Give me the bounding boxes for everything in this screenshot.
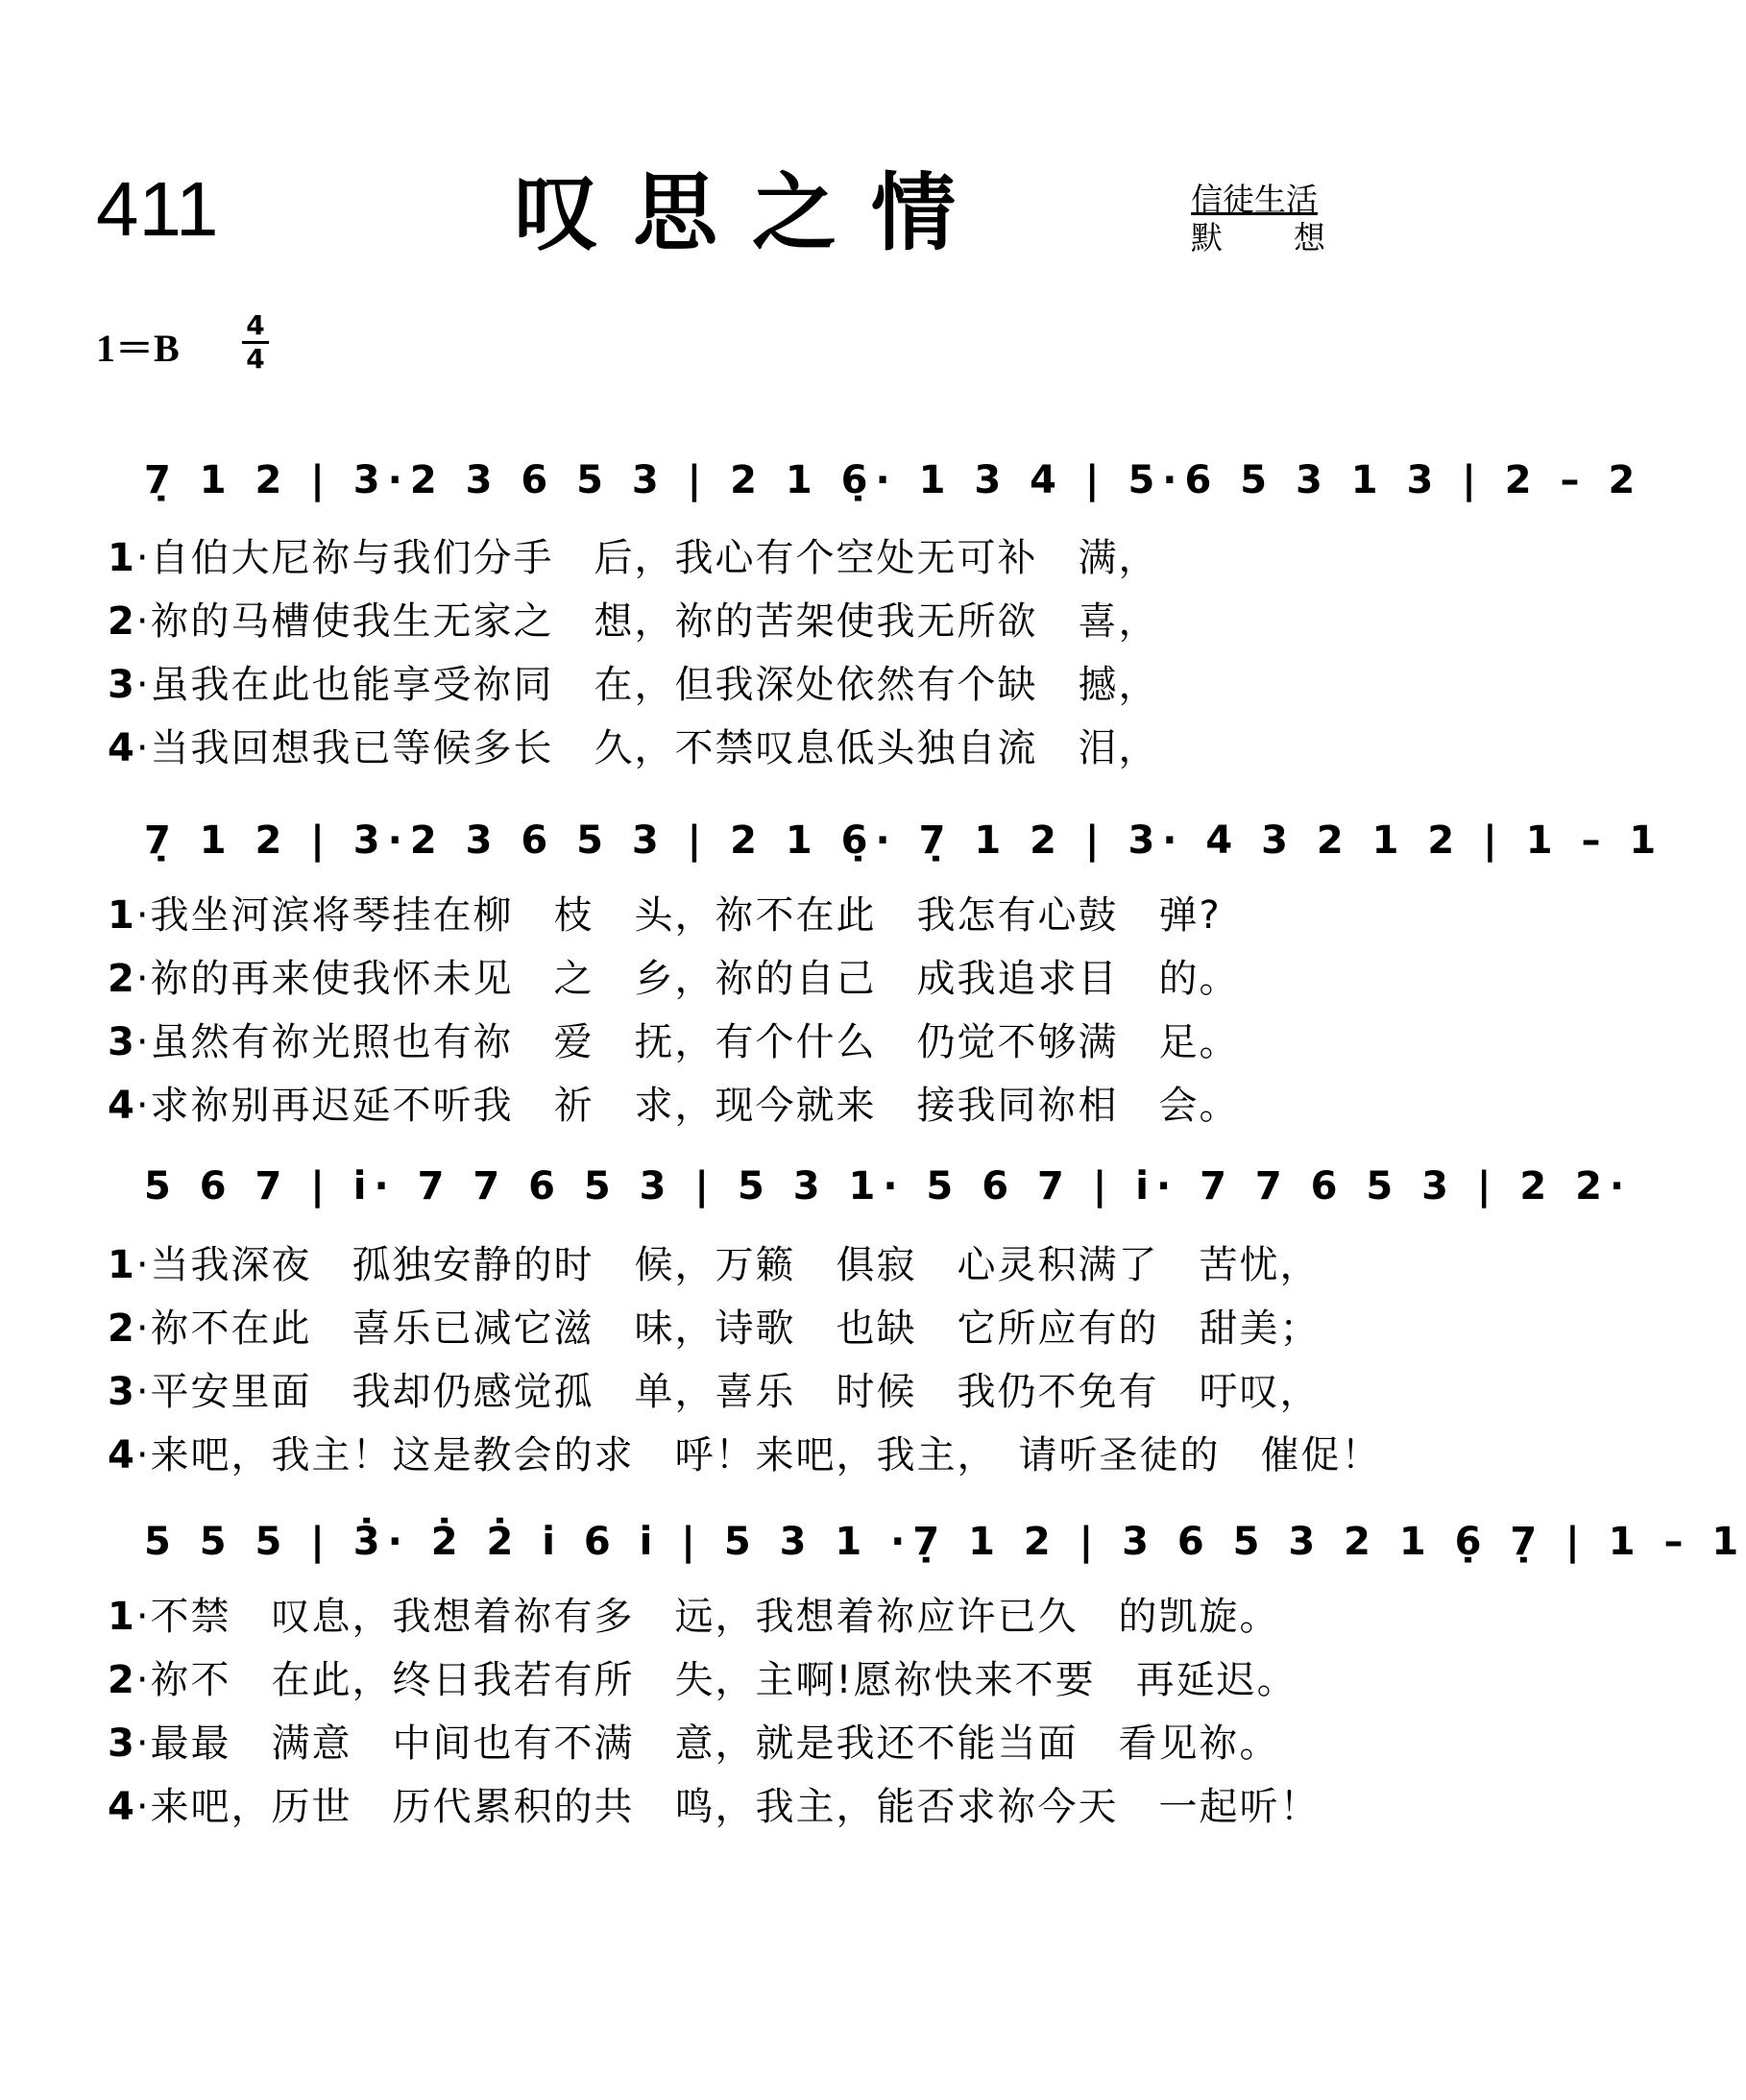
lyric-line: 4·求祢别再迟延不听我 祈 求，现今就来 接我同祢相 会。 bbox=[108, 1084, 1240, 1128]
source-line-2: 默想 bbox=[1191, 219, 1325, 256]
lyric-line: 2·祢不 在此，终日我若有所 失，主啊!愿祢快来不要 再延迟。 bbox=[108, 1658, 1297, 1702]
notation-line-3: 5 6 7 | i̇· 7 7 6 5 3 | 5 3 1· 5 6 7 | i̇· 7 7 6 5 3 | 2 2· bbox=[144, 1164, 1633, 1209]
lyrics-system-3 bbox=[108, 1233, 1382, 1487]
lyric-line: 3·虽然有祢光照也有祢 爱 抚，有个什么 仍觉不够满 足。 bbox=[108, 1020, 1240, 1064]
lyric-line: 3·最最 满意 中间也有不满 意，就是我还不能当面 看见祢。 bbox=[108, 1722, 1280, 1766]
lyric-line: 1·当我深夜 孤独安静的时 候，万籁 俱寂 心灵积满了 苦忧， bbox=[108, 1243, 1321, 1287]
lyrics-system-1 bbox=[108, 526, 1318, 780]
notation-line-1: 7̣ 1 2 | 3·2 3 6 5 3 | 2 1 6̣· 1 3 4 | 5·6 5 3 1 3 | 2 – 2 bbox=[144, 458, 1643, 502]
lyric-line: 3·虽我在此也能享受祢同 在，但我深处依然有个缺 撼， bbox=[108, 663, 1159, 707]
lyrics-system-2 bbox=[108, 884, 1318, 1137]
lyric-line: 2·祢的再来使我怀未见 之 乡，祢的自己 成我追求目 的。 bbox=[108, 957, 1240, 1001]
lyric-line: 4·来吧，我主！这是教会的求 呼！来吧，我主， 请听圣徒的 催促！ bbox=[108, 1433, 1382, 1477]
lyric-line: 1·自伯大尼祢与我们分手 后，我心有个空处无可补 满， bbox=[108, 536, 1159, 580]
lyric-line: 4·当我回想我已等候多长 久，不禁叹息低头独自流 泪， bbox=[108, 726, 1159, 770]
key-signature: 1＝B bbox=[96, 327, 180, 370]
lyric-line: 2·祢的马槽使我生无家之 想，祢的苦架使我无所欲 喜， bbox=[108, 599, 1159, 644]
lyric-line: 2·祢不在此 喜乐已减它滋 味，诗歌 也缺 它所应有的 甜美； bbox=[108, 1306, 1321, 1351]
lyrics-system-4 bbox=[108, 1585, 1321, 1839]
time-signature-bottom: 4 bbox=[246, 343, 265, 375]
lyric-line: 1·我坐河滨将琴挂在柳 枝 头，祢不在此 我怎有心鼓 弹? bbox=[108, 893, 1222, 938]
lyric-line: 3·平安里面 我却仍感觉孤 单，喜乐 时候 我仍不免有 吁叹， bbox=[108, 1370, 1321, 1414]
time-signature-top: 4 bbox=[242, 312, 269, 344]
notation-line-4: 5 5 5 | 3̇· 2̇ 2̇ i̇ 6 i̇ | 5 3 1 ·7̣ 1 2 | 3 6 5 3 2 1 6̣ 7̣ | 1 – 1 bbox=[144, 1520, 1746, 1564]
notation-line-2: 7̣ 1 2 | 3·2 3 6 5 3 | 2 1 6̣· 7̣ 1 2 | 3· 4 3 2 1 2 | 1 – 1 bbox=[144, 818, 1664, 863]
lyric-line: 1·不禁 叹息，我想着祢有多 远，我想着祢应许已久 的凯旋。 bbox=[108, 1595, 1280, 1639]
time-signature bbox=[242, 309, 269, 375]
hymn-number: 411 bbox=[96, 166, 219, 252]
source-note bbox=[1191, 181, 1325, 257]
source-line-1: 信徒生活 bbox=[1191, 181, 1318, 218]
lyric-line: 4·来吧，历世 历代累积的共 鸣，我主，能否求祢今天 一起听！ bbox=[108, 1785, 1321, 1829]
hymn-title: 叹思之情 bbox=[514, 163, 991, 262]
